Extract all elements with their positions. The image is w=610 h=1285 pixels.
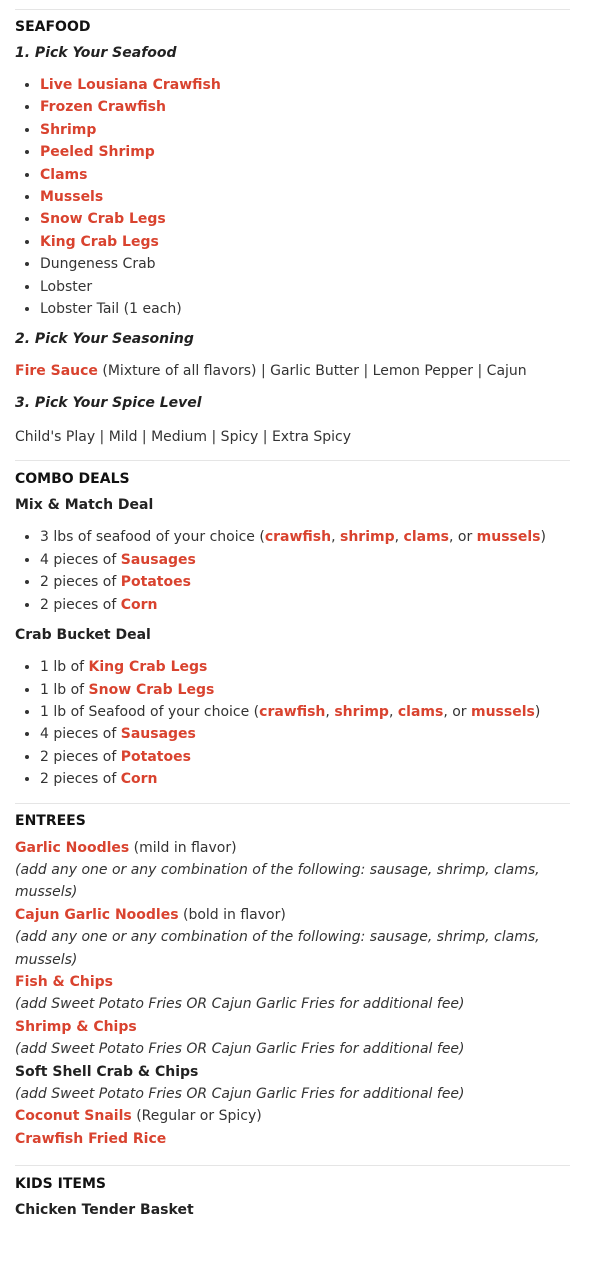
entree-note: (add any one or any combination of the following: sausage, shrimp, clams, mussels) — [15, 861, 540, 901]
item-text: 1 lb of — [40, 681, 89, 698]
list-item[interactable] — [40, 164, 570, 186]
comma: , — [394, 529, 404, 546]
seafood-link[interactable]: Live Lousiana Crawfish — [40, 77, 221, 93]
list-item — [40, 594, 570, 616]
sausages-link[interactable]: Sausages — [120, 726, 196, 743]
entree-coconut-snails — [15, 1105, 570, 1127]
corn-link[interactable]: Corn — [120, 771, 158, 788]
section-title-combo: COMBO DEALS — [15, 471, 130, 488]
list-item — [40, 768, 570, 790]
seafood-text: Dungeness Crab — [40, 256, 156, 273]
seafood-link[interactable]: Clams — [40, 166, 88, 183]
close-paren: ) — [540, 529, 546, 546]
entree-fish-chips — [15, 971, 570, 993]
entree-soft-shell: Soft Shell Crab & Chips — [15, 1063, 199, 1080]
close-paren: ) — [534, 703, 541, 720]
list-item — [40, 723, 570, 745]
list-item — [40, 701, 570, 723]
divider — [15, 803, 570, 804]
garlic-noodles-link[interactable]: Garlic Noodles — [15, 839, 130, 856]
item-text: 1 lb of Seafood of your choice ( — [40, 703, 260, 720]
clams-link[interactable]: clams — [397, 703, 444, 720]
step-pick-seafood: 1. Pick Your Seafood — [15, 45, 177, 61]
mix-match-title: Mix & Match Deal — [15, 497, 154, 514]
comma: , — [331, 529, 340, 546]
divider — [15, 9, 570, 10]
seafood-text: Lobster — [40, 278, 93, 295]
crab-bucket-title: Crab Bucket Deal — [15, 627, 151, 644]
coconut-snails-link[interactable]: Coconut Snails — [15, 1108, 132, 1125]
step-pick-spice: 3. Pick Your Spice Level — [15, 395, 202, 412]
list-item — [40, 571, 570, 593]
kids-item: Chicken Tender Basket — [15, 1202, 194, 1219]
or-separator: , or — [443, 703, 471, 720]
item-text: 4 pieces of — [40, 551, 121, 568]
list-item[interactable] — [40, 208, 570, 230]
shrimp-link[interactable]: shrimp — [334, 703, 389, 720]
mussels-link[interactable]: mussels — [470, 703, 535, 720]
section-title-entrees: ENTREES — [15, 812, 86, 829]
item-text: 2 pieces of — [40, 596, 121, 613]
crawfish-link[interactable]: crawfish — [264, 529, 332, 546]
cajun-noodles-link[interactable]: Cajun Garlic Noodles — [15, 906, 179, 923]
crawfish-link[interactable]: crawfish — [259, 703, 326, 720]
list-item — [40, 276, 570, 298]
list-item[interactable] — [40, 231, 570, 253]
step-pick-seasoning: 2. Pick Your Seasoning — [15, 331, 194, 348]
divider — [15, 1165, 570, 1166]
list-item[interactable] — [40, 96, 570, 118]
crab-bucket-list — [15, 656, 570, 790]
list-item[interactable] — [40, 186, 570, 208]
king-crab-link[interactable]: King Crab Legs — [88, 659, 208, 676]
list-item — [40, 656, 570, 678]
entree-fried-rice — [15, 1128, 570, 1150]
snow-crab-link[interactable]: Snow Crab Legs — [88, 681, 215, 698]
entree-shrimp-chips — [15, 1016, 570, 1038]
clams-link[interactable]: clams — [403, 529, 449, 546]
seasoning-options — [15, 363, 570, 379]
item-text: 4 pieces of — [40, 726, 121, 743]
item-text: 3 lbs of seafood of your choice ( — [40, 529, 265, 546]
comma: , — [388, 703, 398, 720]
seafood-text: Lobster Tail (1 each) — [40, 301, 182, 318]
seafood-link[interactable]: Frozen Crawfish — [40, 99, 166, 116]
item-text: 1 lb of — [40, 659, 89, 676]
spice-levels: Child's Play | Mild | Medium | Spicy | Extra Spicy — [15, 429, 351, 446]
seafood-link[interactable]: Shrimp — [40, 121, 97, 138]
crawfish-fried-rice-link[interactable]: Crawfish Fried Rice — [15, 1130, 167, 1147]
list-item[interactable] — [40, 74, 570, 96]
seasoning-text: (Mixture of all flavors) | Garlic Butter | Lemon Pepper | Cajun — [97, 363, 527, 380]
section-title-seafood: SEAFOOD — [15, 19, 91, 35]
list-item — [40, 679, 570, 701]
seafood-link[interactable]: Mussels — [40, 189, 104, 206]
item-text: 2 pieces of — [40, 574, 121, 591]
divider — [15, 460, 570, 461]
fish-chips-link[interactable]: Fish & Chips — [15, 973, 114, 990]
potatoes-link[interactable]: Potatoes — [120, 574, 191, 591]
entree-note: (add Sweet Potato Fries OR Cajun Garlic Fries for additional fee) — [15, 1086, 465, 1102]
menu-page — [15, 0, 570, 1218]
entree-desc: (mild in flavor) — [129, 839, 237, 856]
entree-desc: (Regular or Spicy) — [131, 1108, 262, 1125]
entree-note: (add Sweet Potato Fries OR Cajun Garlic Fries for additional fee) — [15, 1041, 465, 1058]
fire-sauce-link[interactable]: Fire Sauce — [15, 363, 98, 380]
shrimp-link[interactable]: shrimp — [340, 529, 395, 546]
item-text: 2 pieces of — [40, 771, 121, 788]
list-item — [40, 746, 570, 768]
seafood-link[interactable]: King Crab Legs — [40, 233, 159, 250]
item-text: 2 pieces of — [40, 748, 121, 765]
list-item — [40, 526, 570, 548]
list-item — [40, 253, 570, 275]
mussels-link[interactable]: mussels — [476, 529, 541, 546]
list-item — [40, 298, 570, 320]
list-item — [40, 549, 570, 571]
corn-link[interactable]: Corn — [120, 596, 158, 613]
entree-desc: (bold in flavor) — [178, 906, 286, 923]
potatoes-link[interactable]: Potatoes — [120, 748, 191, 765]
shrimp-chips-link[interactable]: Shrimp & Chips — [15, 1018, 137, 1035]
entree-note: (add Sweet Potato Fries OR Cajun Garlic Fries for additional fee) — [15, 996, 465, 1013]
entree-cajun-noodles — [15, 904, 570, 926]
seafood-link[interactable]: Snow Crab Legs — [40, 211, 166, 228]
seafood-list — [15, 74, 570, 320]
entree-garlic-noodles — [15, 837, 570, 859]
list-item[interactable] — [40, 119, 570, 141]
entrees-list — [15, 837, 570, 1151]
seafood-link[interactable]: Peeled Shrimp — [40, 144, 155, 161]
comma: , — [325, 703, 335, 720]
entree-note: (add any one or any combination of the following: sausage, shrimp, clams, mussels) — [15, 929, 540, 968]
list-item[interactable] — [40, 141, 570, 163]
or-separator: , or — [449, 529, 477, 546]
section-title-kids: KIDS ITEMS — [15, 1176, 106, 1193]
mix-match-list — [15, 526, 570, 616]
sausages-link[interactable]: Sausages — [120, 551, 196, 568]
